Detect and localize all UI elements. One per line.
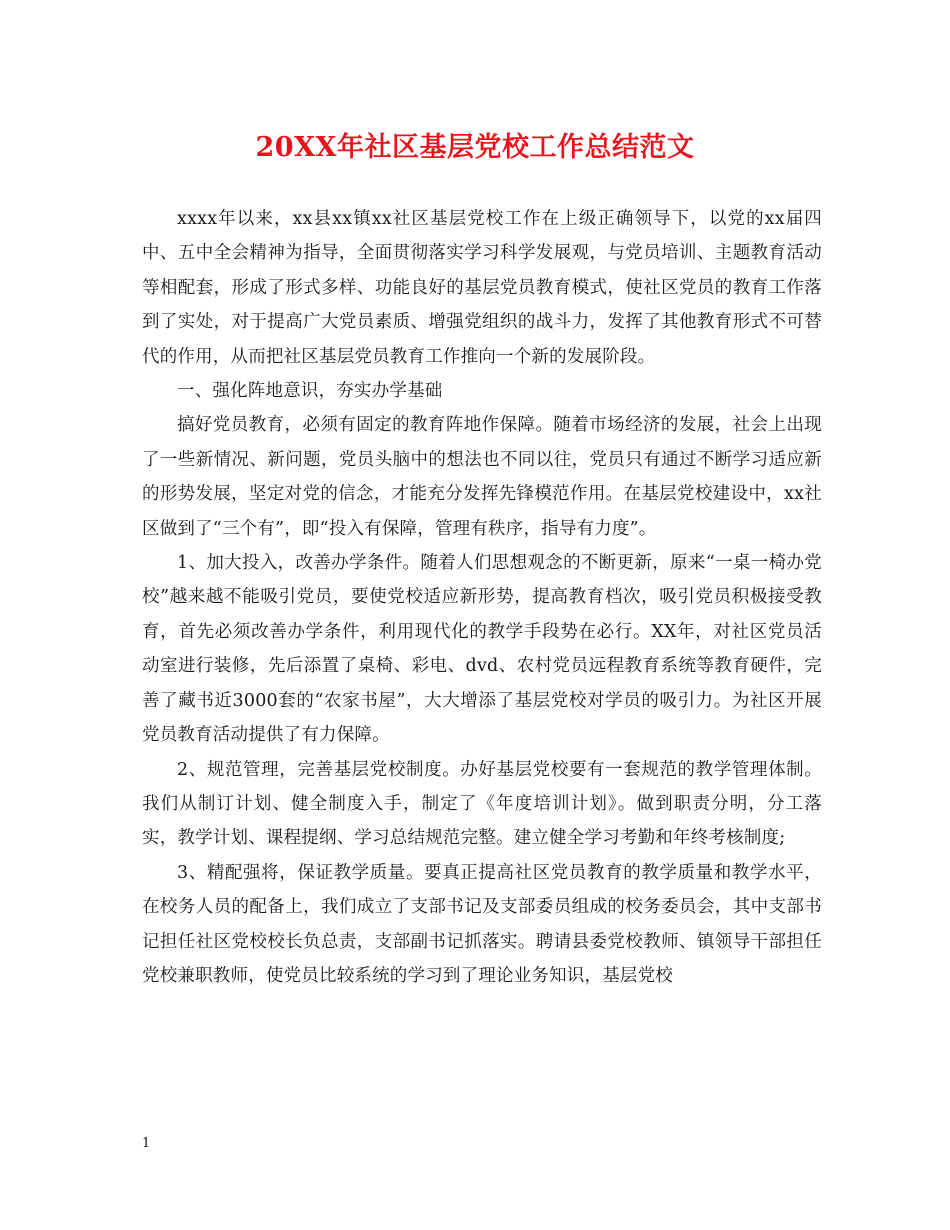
paragraph-item-3: 3、精配强将，保证教学质量。要真正提高社区党员教育的教学质量和教学水平，在校务人员的配备上，我们成立了支部书记及支部委员组成的校务委员会，其中支部书记担任社区党校校长负总责，支部副书记抓落实。聘请县委党校教师、镇领导干部担任党校兼职教师，使党员比较系统的学习到了理论业务知识，基层党校	[142, 862, 822, 986]
section-heading-1: 一、强化阵地意识，夯实办学基础	[177, 381, 443, 402]
document-title: 20XX年社区基层党校工作总结范文	[255, 132, 695, 163]
page-number: 1	[142, 1136, 151, 1151]
paragraph-position: 搞好党员教育，必须有固定的教育阵地作保障。随着市场经济的发展，社会上出现了一些新情况、新问题，党员头脑中的想法也不同以往，党员只有通过不断学习适应新的形势发展，坚定对党的信念，才能充分发挥先锋模范作用。在基层党校建设中，xx社区做到了“三个有”，即“投入有保障，管理有秩序，指导有力度”。	[142, 415, 822, 539]
paragraph-item-2: 2、规范管理，完善基层党校制度。办好基层党校要有一套规范的教学管理体制。我们从制订计划、健全制度入手，制定了《年度培训计划》。做到职责分明，分工落实，教学计划、课程提纲、学习总结规范完整。建立健全学习考勤和年终考核制度;	[142, 759, 822, 849]
paragraph-item-1: 1、加大投入，改善办学条件。随着人们思想观念的不断更新，原来“一桌一椅办党校”越来越不能吸引党员，要使党校适应新形势，提高教育档次，吸引党员积极接受教育，首先必须改善办学条件，利用现代化的教学手段势在必行。XX年，对社区党员活动室进行装修，先后添置了桌椅、彩电、dvd、农村党员远程教育系统等教育硬件，完善了藏书近3000套的“农家书屋”，大大增添了基层党校对学员的吸引力。为社区开展党员教育活动提供了有力保障。	[142, 553, 822, 746]
document-body	[142, 202, 822, 993]
paragraph-intro: xxxx年以来，xx县xx镇xx社区基层党校工作在上级正确领导下，以党的xx届四中、五中全会精神为指导，全面贯彻落实学习科学发展观，与党员培训、主题教育活动等相配套，形成了形式多样、功能良好的基层党员教育模式，使社区党员的教育工作落到了实处，对于提高广大党员素质、增强党组织的战斗力，发挥了其他教育形式不可替代的作用，从而把社区基层党员教育工作推向一个新的发展阶段。	[142, 209, 822, 367]
